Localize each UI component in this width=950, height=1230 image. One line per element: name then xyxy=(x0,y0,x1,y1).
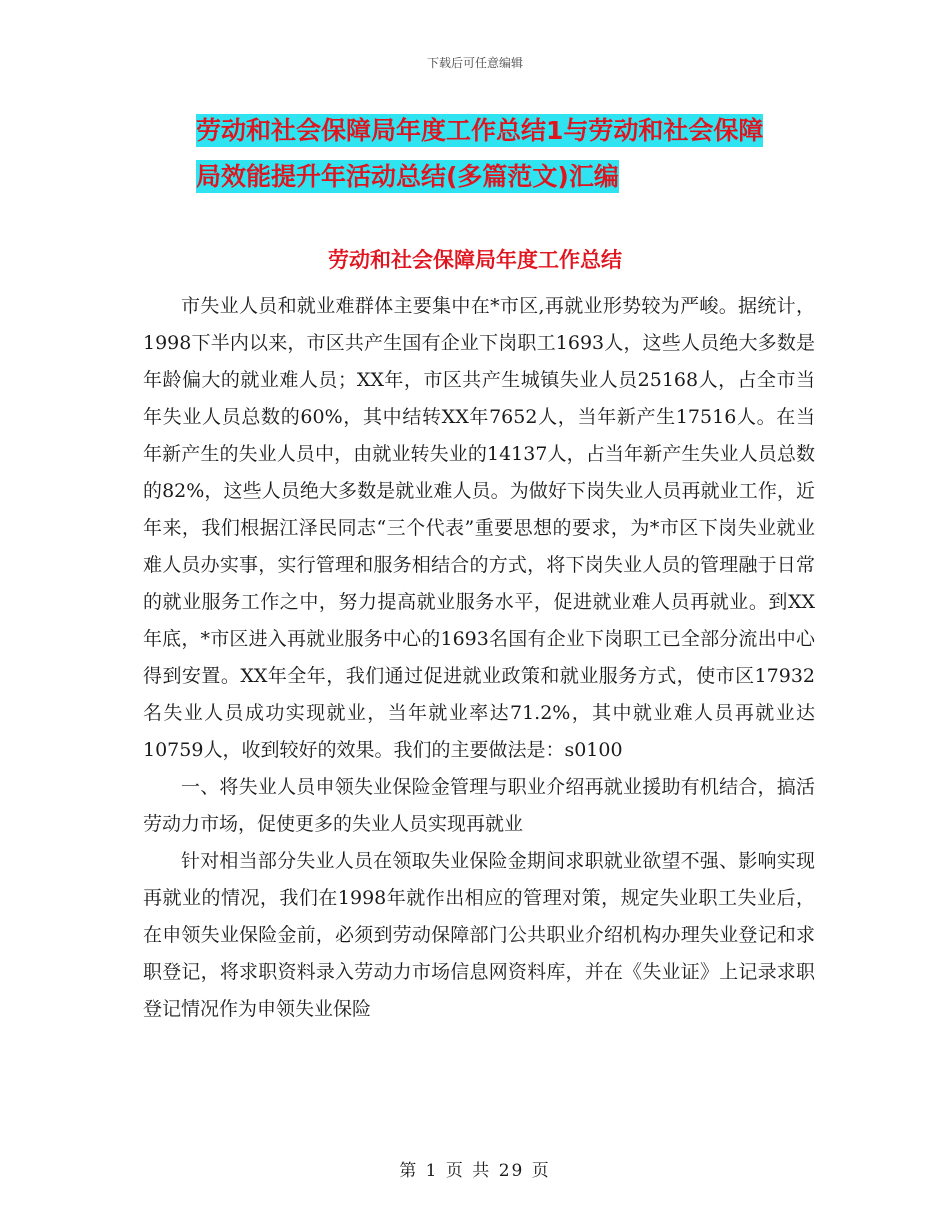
section-title: 劳动和社会保障局年度工作总结 xyxy=(328,248,622,272)
paragraph: 市失业人员和就业难群体主要集中在*市区,再就业形势较为严峻。据统计，1998下半内以来，市区共产生国有企业下岗职工1693人，这些人员绝大多数是年龄偏大的就业难人员；XX年，市区共产生城镇失业人员25168人，占全市当年失业人员总数的60%，其中结转XX年7652人，当年新产生17516人。在当年新产生的失业人员中，由就业转失业的14137人，占当年新产生失业人员总数的82%，这些人员绝大多数是就业难人员。为做好下岗失业人员再就业工作，近年来，我们根据江泽民同志“三个代表”重要思想的要求，为*市区下岗失业就业难人员办实事，实行管理和服务相结合的方式，将下岗失业人员的管理融于日常的就业服务工作之中，努力提高就业服务水平，促进就业难人员再就业。到XX年底，*市区进入再就业服务中心的1693名国有企业下岗职工已全部分流出中心得到安置。XX年全年，我们通过促进就业政策和就业服务方式，使市区17932名失业人员成功实现就业，当年就业率达71.2%，其中就业难人员再就业达10759人，收到较好的效果。我们的主要做法是：s0100 xyxy=(143,295,815,761)
header-note: 下载后可任意编辑 xyxy=(426,56,523,70)
paragraph: 针对相当部分失业人员在领取失业保险金期间求职就业欲望不强、影响实现再就业的情况，我们在1998年就作出相应的管理对策，规定失业职工失业后，在申领失业保险金前，必须到劳动保障部门公共职业介绍机构办理失业登记和求职登记，将求职资料录入劳动力市场信息网资料库，并在《失业证》上记录求职登记情况作为申领失业保险 xyxy=(143,850,815,1020)
document-title-line-2: 局效能提升年活动总结(多篇范文)汇编 xyxy=(196,162,619,191)
document-title xyxy=(196,108,816,200)
page-footer: 第 1 页 共 29 页 xyxy=(399,1161,551,1181)
document-title-line-1: 劳动和社会保障局年度工作总结1与劳动和社会保障 xyxy=(196,116,764,145)
document-body xyxy=(143,288,815,1028)
paragraph: 一、将失业人员申领失业保险金管理与职业介绍再就业援助有机结合，搞活劳动力市场，促使更多的失业人员实现再就业 xyxy=(143,776,815,835)
